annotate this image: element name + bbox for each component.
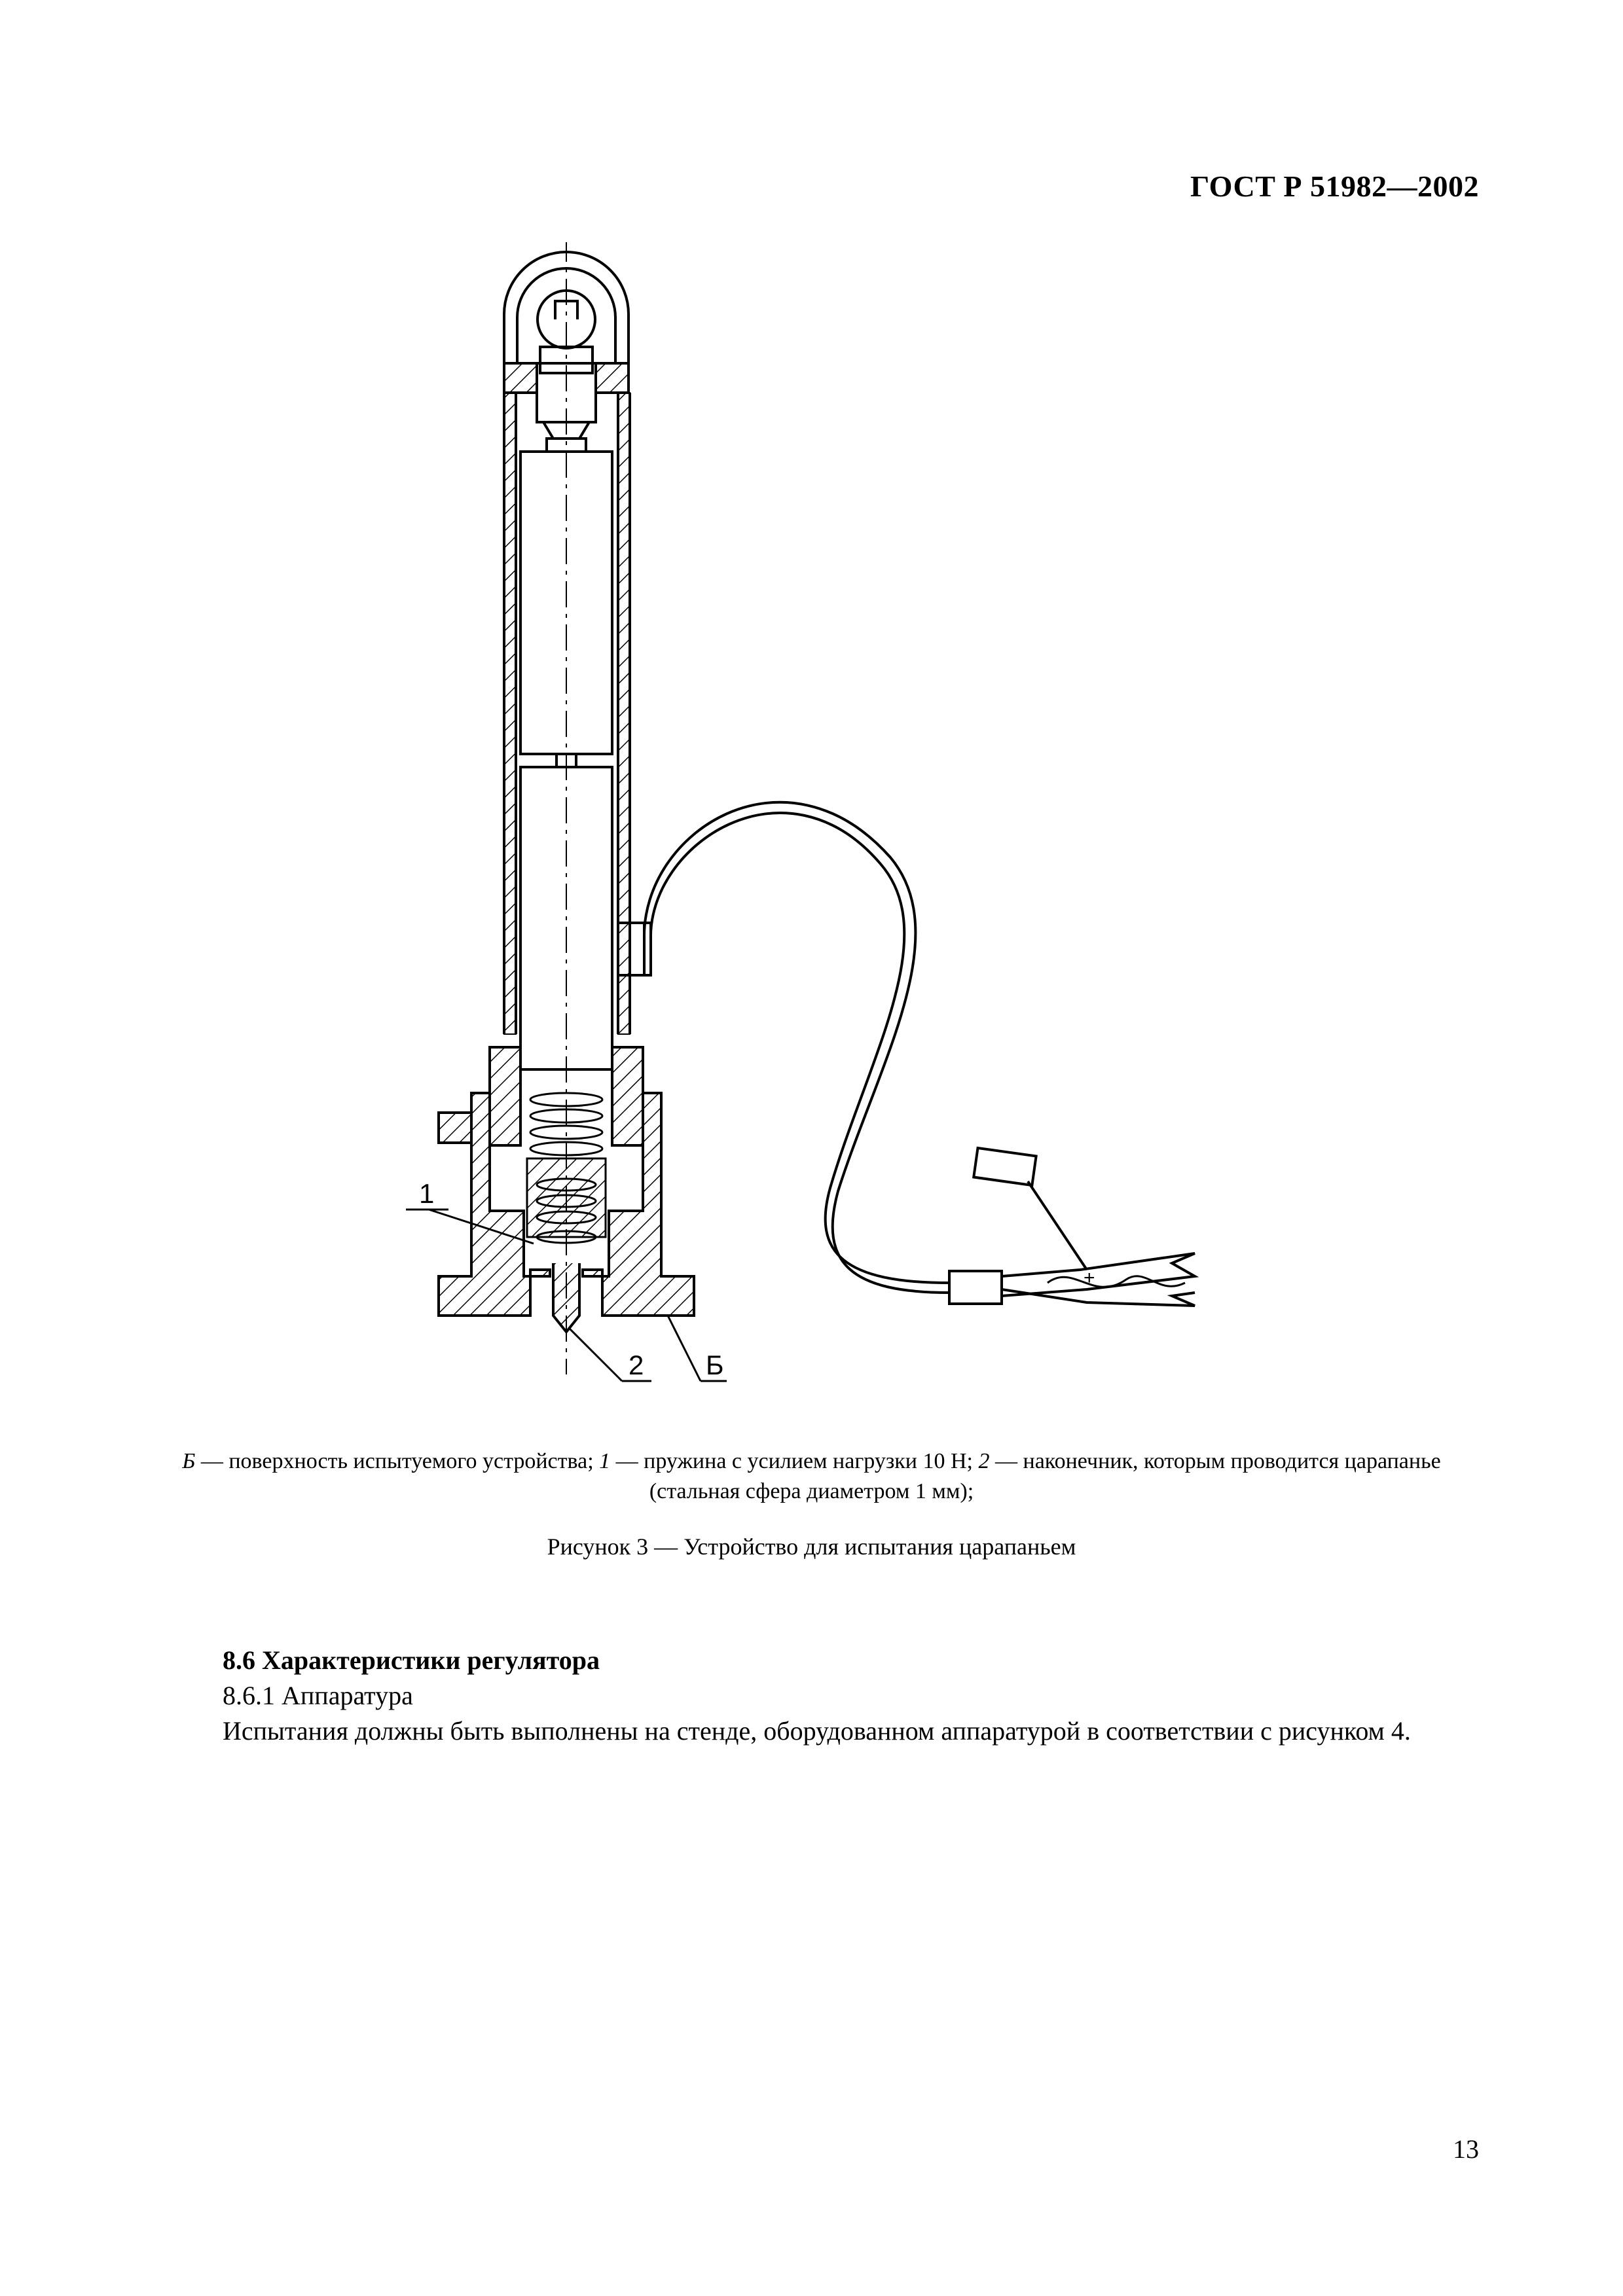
clip-plus: +	[1084, 1267, 1095, 1289]
note-key-1: 1	[599, 1449, 611, 1473]
section-heading: 8.6 Характеристики регулятора	[223, 1645, 600, 1675]
note-text-2: — наконечник, которым проводится царапанье (стальная сфера диаметром 1 мм);	[649, 1449, 1441, 1503]
note-text-b: — поверхность испытуемого устройства;	[195, 1449, 600, 1473]
note-key-2: 2	[978, 1449, 990, 1473]
section-8-6	[157, 1643, 1479, 1749]
label-1: 1	[419, 1178, 435, 1209]
leader-2	[570, 1329, 622, 1381]
body-paragraph: Испытания должны быть выполнены на стенде, оборудованном аппаратурой в соответствии с рисунком 4.	[223, 1716, 1411, 1746]
note-text-1: — пружина с усилием нагрузки 10 Н;	[610, 1449, 979, 1473]
alligator-clip	[1002, 1253, 1195, 1296]
tip	[553, 1263, 579, 1332]
clip-plug	[949, 1271, 1002, 1304]
scratch-test-device-drawing	[393, 242, 1244, 1407]
note-key-b: Б	[182, 1449, 196, 1473]
label-b: Б	[706, 1350, 724, 1380]
leader-b	[668, 1316, 701, 1381]
page-number: 13	[1453, 2134, 1479, 2164]
cable	[644, 802, 949, 1293]
technical-drawing	[393, 242, 1244, 1407]
subsection-heading: 8.6.1 Аппаратура	[223, 1681, 413, 1710]
document-header: ГОСТ Р 51982—2002	[1190, 170, 1479, 203]
label-2: 2	[629, 1350, 644, 1380]
figure-notes	[157, 1446, 1466, 1507]
figure-title: Рисунок 3 — Устройство для испытания царапаньем	[547, 1534, 1076, 1560]
